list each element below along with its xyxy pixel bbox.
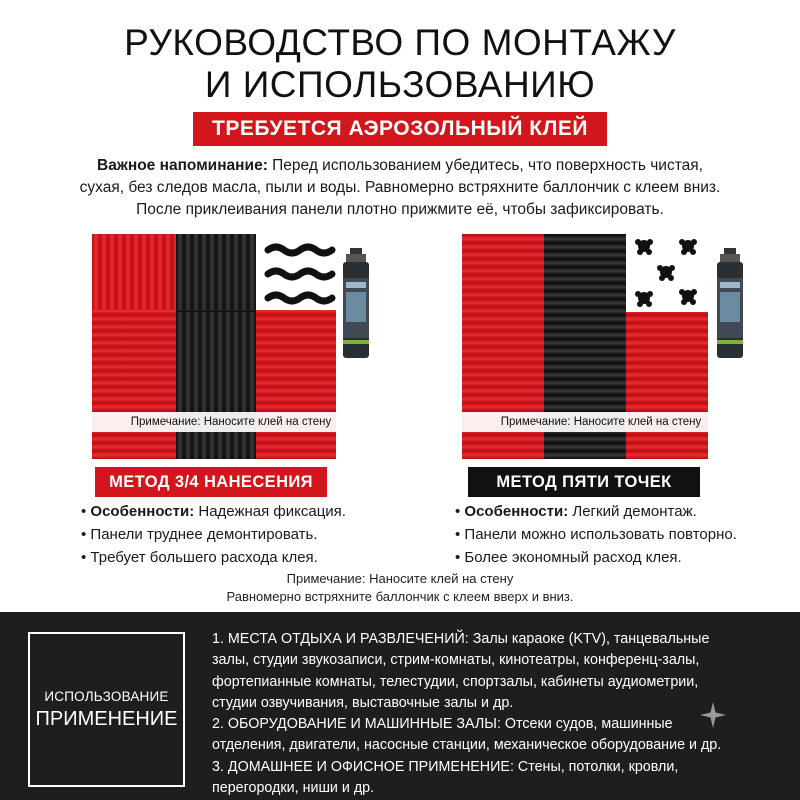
method-five-point-label: МЕТОД ПЯТИ ТОЧЕК bbox=[468, 467, 700, 497]
list-item: залы, студии звукозаписи, стрим-комнаты, кинотеатры, конференц-залы, bbox=[212, 652, 700, 669]
list-item: • Более экономный расход клея. bbox=[455, 549, 682, 566]
list-item: 1. МЕСТА ОТДЫХА И РАЗВЛЕЧЕНИЙ: Залы караоке (KTV), танцевальные bbox=[212, 631, 710, 647]
bottom-note-line2: Равномерно встряхните баллончик с клеем вверх и вниз. bbox=[226, 589, 574, 604]
method-three-quarter-label: МЕТОД 3/4 НАНЕСЕНИЯ bbox=[95, 467, 327, 497]
acoustic-panel-red bbox=[92, 310, 176, 459]
list-item: студии озвучивания, выставочные залы и др. bbox=[212, 694, 514, 711]
three-quarter-method-illustration bbox=[92, 234, 370, 459]
reminder-text-1: Перед использованием убедитесь, что поверхность чистая, bbox=[267, 157, 703, 174]
important-reminder bbox=[40, 155, 760, 221]
usage-box-subtitle: ПРИМЕНЕНИЕ bbox=[35, 707, 178, 730]
list-item: • Особенности: Надежная фиксация. bbox=[81, 503, 346, 520]
applications-footer bbox=[0, 612, 800, 800]
reminder-text-3: После приклеивания панели плотно прижмите её, чтобы зафиксировать. bbox=[136, 201, 664, 218]
bottom-note-line1: Примечание: Наносите клей на стену bbox=[286, 571, 514, 586]
list-item: 2. ОБОРУДОВАНИЕ И МАШИННЫЕ ЗАЛЫ: Отсеки судов, машинные bbox=[212, 716, 673, 733]
three-quarter-features bbox=[81, 500, 346, 569]
acoustic-panel-red bbox=[626, 312, 708, 459]
list-item: • Панели можно использовать повторно. bbox=[455, 526, 737, 543]
spray-can-icon bbox=[338, 248, 374, 360]
acoustic-panel-red bbox=[92, 234, 176, 310]
adhesive-required-banner: ТРЕБУЕТСЯ АЭРОЗОЛЬНЫЙ КЛЕЙ bbox=[193, 112, 607, 146]
reminder-text-2: сухая, без следов масла, пыли и воды. Равномерно встряхните баллончик с клеем вниз. bbox=[79, 179, 721, 196]
list-item: • Панели труднее демонтировать. bbox=[81, 526, 318, 543]
page-title-line2: И ИСПОЛЬЗОВАНИЮ bbox=[204, 64, 596, 105]
panel-note: Примечание: Наносите клей на стену bbox=[462, 412, 740, 432]
list-item: • Требует большего расхода клея. bbox=[81, 549, 318, 566]
panel-note: Примечание: Наносите клей на стену bbox=[92, 412, 370, 432]
sparkle-icon bbox=[700, 702, 726, 728]
applications-list bbox=[212, 629, 782, 799]
list-item: перегородки, ниши и др. bbox=[212, 780, 375, 797]
list-item: • Особенности: Легкий демонтаж. bbox=[455, 503, 697, 520]
reminder-label: Важное напоминание: bbox=[97, 157, 268, 174]
usage-box bbox=[28, 632, 185, 787]
bottom-note bbox=[0, 570, 800, 606]
five-point-features bbox=[455, 500, 737, 569]
list-item: фортепианные комнаты, телестудии, спортзалы, кабинеты аудиометрии, bbox=[212, 673, 699, 690]
page-title-line1: РУКОВОДСТВО ПО МОНТАЖУ bbox=[124, 22, 676, 63]
list-item: отделения, двигатели, насосные станции, механическое оборудование и др. bbox=[212, 737, 722, 754]
list-item: 3. ДОМАШНЕЕ И ОФИСНОЕ ПРИМЕНЕНИЕ: Стены, потолки, кровли, bbox=[212, 758, 679, 775]
spray-can-icon bbox=[712, 248, 748, 360]
five-point-method-illustration bbox=[462, 234, 740, 459]
usage-box-title: ИСПОЛЬЗОВАНИЕ bbox=[44, 688, 169, 704]
acoustic-panel-red bbox=[256, 310, 336, 459]
panel-seam bbox=[176, 310, 256, 312]
